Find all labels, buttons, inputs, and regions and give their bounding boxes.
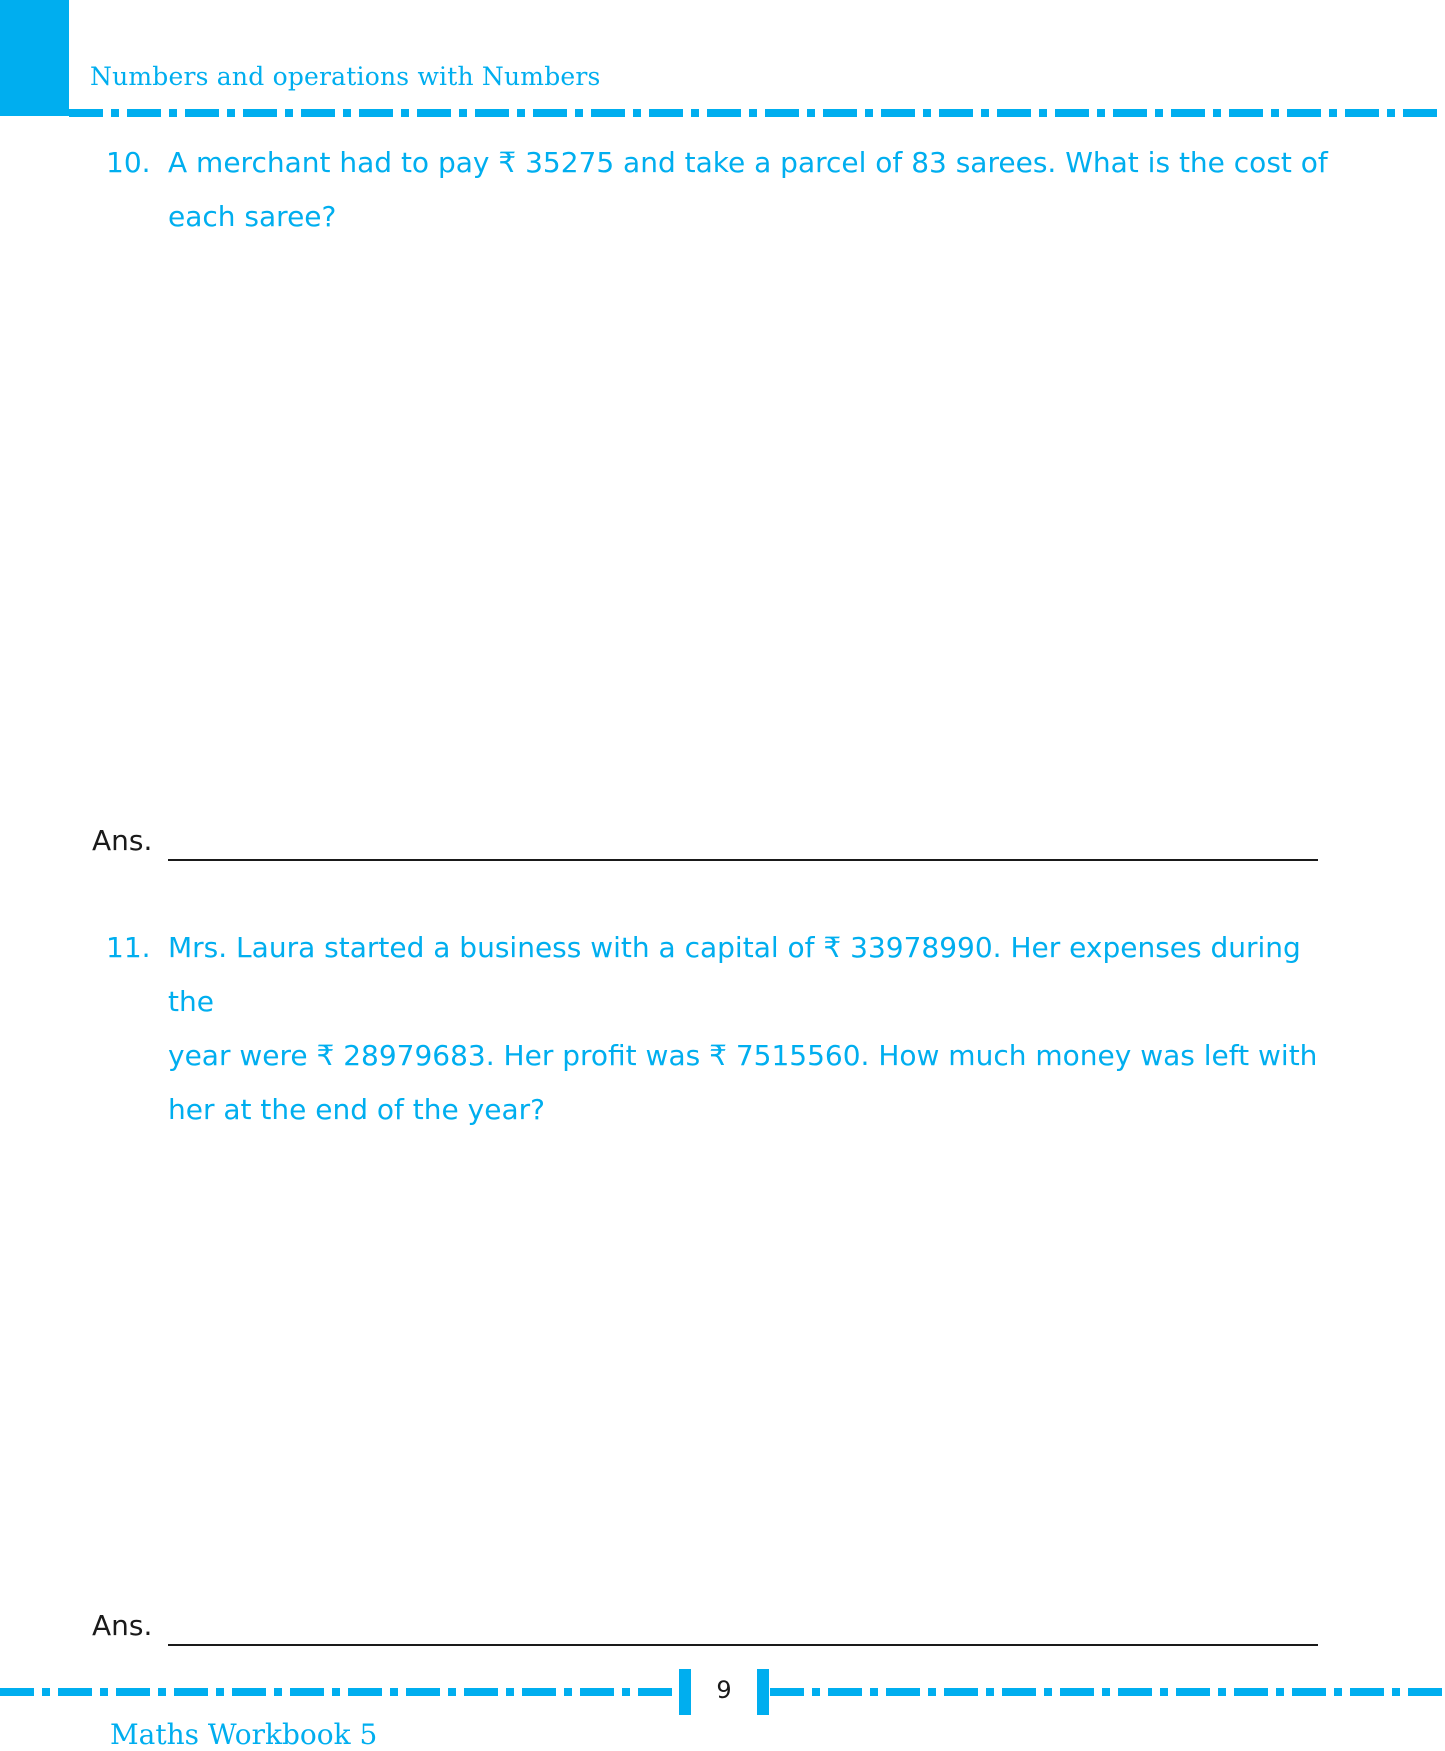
- page-number-bracket-right: [757, 1669, 769, 1715]
- chapter-title: Numbers and operations with Numbers: [90, 62, 601, 91]
- question-text: [168, 921, 1328, 1137]
- question-10: [106, 136, 1346, 244]
- answer-line[interactable]: [168, 1644, 1318, 1646]
- header-corner-block: [0, 0, 69, 116]
- question-line: her at the end of the year?: [168, 1093, 545, 1126]
- page-number: 9: [716, 1676, 732, 1704]
- answer-row-11: [92, 1609, 1318, 1649]
- question-line: Mrs. Laura started a business with a capital of ₹ 33978990. Her expenses during the: [168, 931, 1301, 1018]
- question-text: [168, 136, 1328, 244]
- header-dashed-rule: [69, 109, 1445, 117]
- book-title: Maths Workbook 5: [110, 1718, 378, 1751]
- question-line: A merchant had to pay ₹ 35275 and take a parcel of 83 sarees. What is the cost of: [168, 146, 1328, 179]
- question-number: 11.: [106, 931, 151, 964]
- question-11: [106, 921, 1346, 1137]
- footer-dashed-rule-right: [770, 1688, 1445, 1696]
- page-number-bracket-left: [679, 1669, 691, 1715]
- question-number: 10.: [106, 146, 151, 179]
- footer-dashed-rule-left: [0, 1688, 678, 1696]
- answer-label: Ans.: [92, 824, 153, 857]
- question-line: each saree?: [168, 200, 337, 233]
- answer-line[interactable]: [168, 859, 1318, 861]
- question-line: year were ₹ 28979683. Her profit was ₹ 7515560. How much money was left with: [168, 1039, 1318, 1072]
- answer-row-10: [92, 824, 1318, 864]
- answer-label: Ans.: [92, 1609, 153, 1642]
